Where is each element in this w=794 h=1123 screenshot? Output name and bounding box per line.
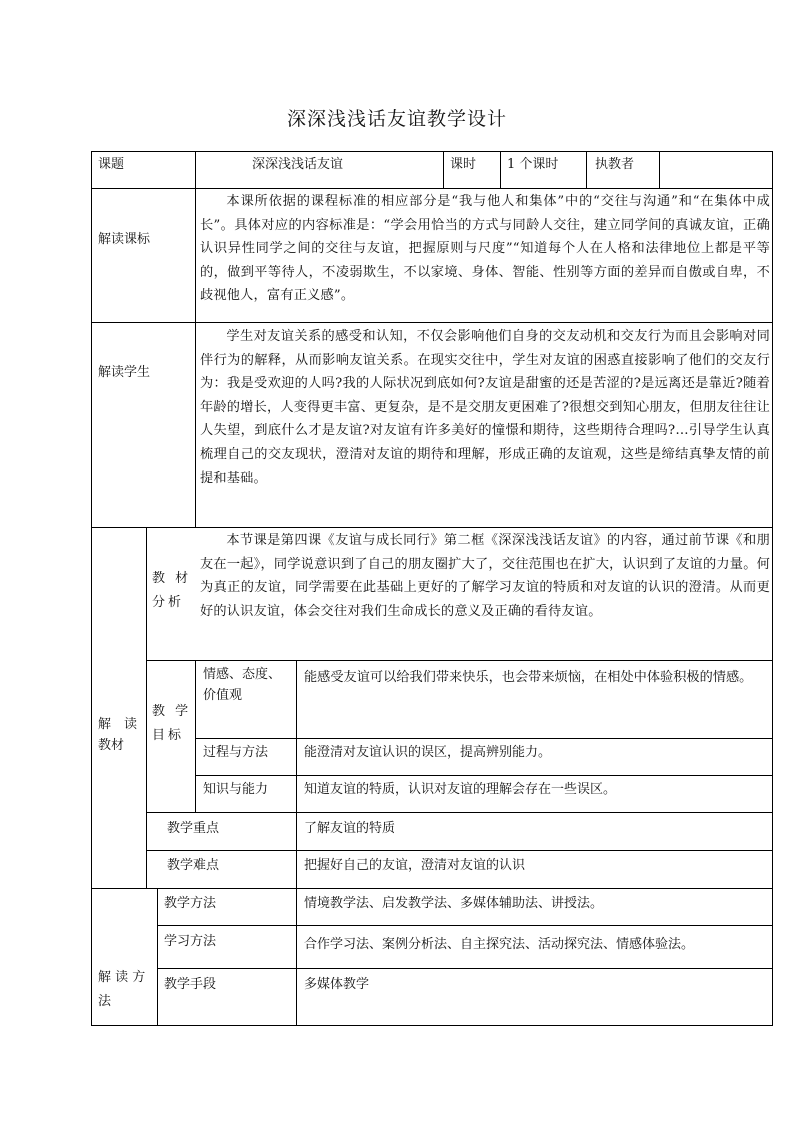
analysis-label xyxy=(152,567,194,615)
topic-value: 深深浅浅话友谊 xyxy=(252,157,344,172)
materials-label-line2: 教材 xyxy=(98,738,125,753)
goals-label-line1: 教 学 xyxy=(152,704,192,719)
goal-process-text: 能澄清对友谊认识的误区，提高辨别能力。 xyxy=(304,745,552,760)
difficulty-label: 教学难点 xyxy=(167,858,220,873)
key-point-label: 教学重点 xyxy=(167,821,220,836)
methods-label-line1: 解 读 方 xyxy=(98,970,146,985)
materials-label xyxy=(98,714,144,756)
period-value: 1 个课时 xyxy=(507,157,559,172)
methods-label xyxy=(98,966,156,1014)
goal-emotion-label-line2: 价值观 xyxy=(203,688,243,703)
document-title: 深深浅浅话友谊教学设计 xyxy=(286,108,507,130)
goals-label-line2: 目标 xyxy=(152,728,185,743)
learning-method-label: 学习方法 xyxy=(164,934,217,949)
analysis-text: 本节课是第四课《友谊与成长同行》第二框《深深浅浅话友谊》的内容，通过前节课《和朋友在一起》，同学说意识到了自己的朋友圈扩大了，交往范围也在扩大，认识到了友谊的力量。何为真正的友谊，同学需要在此基础上更好的了解学习友谊的特质和对友谊的认识的澄清。从而更好的认识友谊，体会交往对我们生命成长的意义及正确的看待友谊。 xyxy=(200,533,770,619)
goal-knowledge-label: 知识与能力 xyxy=(203,782,269,797)
goal-process-label: 过程与方法 xyxy=(203,745,269,760)
curriculum-text: 本课所依据的课程标准的相应部分是“我与他人和集体”中的“交往与沟通”和“在集体中成长”。具体对应的内容标准是：“学会用恰当的方式与同龄人交往，建立同学间的真诚友谊，正确认识异性同学之间的交往与友谊，把握原则与尺度”“知道每个人在人格和法律地位上都是平等的，做到平等待人，不凌弱欺生，不以家境、身体、智能、性别等方面的差异而自傲或自卑，不歧视他人，富有正义感”。 xyxy=(200,194,770,304)
teacher-label: 执教者 xyxy=(595,157,635,172)
learning-method-text: 合作学习法、案例分析法、自主探究法、活动探究法、情感体验法。 xyxy=(304,937,695,952)
curriculum-label: 解读课标 xyxy=(98,232,151,247)
teaching-means-label: 教学手段 xyxy=(164,977,217,992)
materials-label-line1: 解 读 xyxy=(98,717,138,732)
key-point-text: 了解友谊的特质 xyxy=(304,821,396,836)
goal-emotion-label-line1: 情感、态度、 xyxy=(203,667,282,682)
period-label: 课时 xyxy=(450,157,477,172)
teaching-method-text: 情境教学法、启发教学法、多媒体辅助法、讲授法。 xyxy=(304,896,604,911)
teaching-method-label: 教学方法 xyxy=(164,896,217,911)
difficulty-text: 把握好自己的友谊，澄清对友谊的认识 xyxy=(304,858,526,873)
students-label: 解读学生 xyxy=(98,365,151,380)
goal-emotion-label xyxy=(203,664,295,706)
students-text: 学生对友谊关系的感受和认知，不仅会影响他们自身的交友动机和交友行为而且会影响对同伴行为的解释，从而影响友谊关系。在现实交往中，学生对友谊的困惑直接影响了他们的交友行为：我是受欢迎的人吗?我的人际状况到底如何?友谊是甜蜜的还是苦涩的?是远离还是靠近?随着年龄的增长，人变得更丰富、更复杂，是不是交朋友更困难了?很想交到知心朋友，但朋友往往让人失望，到底什么才是友谊?对友谊有许多美好的憧憬和期待，这些期待合理吗?…引导学生认真梳理自己的交友现状，澄清对友谊的期待和理解，形成正确的友谊观，这些是缔结真挚友情的前提和基础。 xyxy=(200,329,770,486)
goal-knowledge-text: 知道友谊的特质，认识对友谊的理解会存在一些误区。 xyxy=(304,782,617,797)
methods-label-line2: 法 xyxy=(98,994,112,1009)
analysis-label-line1: 教 材 xyxy=(152,571,192,586)
goal-emotion-text: 能感受友谊可以给我们带来快乐，也会带来烦恼，在相处中体验积极的情感。 xyxy=(304,670,753,685)
topic-label: 课题 xyxy=(98,157,125,172)
goals-label xyxy=(152,700,194,748)
teaching-means-text: 多媒体教学 xyxy=(304,977,370,992)
analysis-label-line2: 分析 xyxy=(152,595,185,610)
